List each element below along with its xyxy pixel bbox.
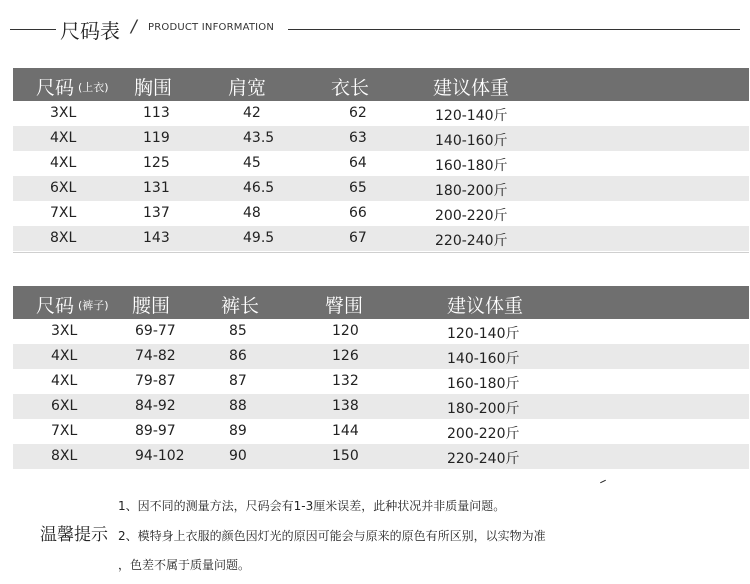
- cell-weight: 120-140斤: [447, 326, 520, 342]
- cell-weight: 140-160斤: [435, 133, 508, 149]
- cell-size: 6XL: [51, 398, 78, 414]
- tops-col-shoulder: 肩宽: [228, 77, 267, 99]
- tops-size-table: [13, 68, 749, 251]
- table-row: [13, 201, 749, 226]
- table-row: [13, 369, 749, 394]
- cell-weight: 160-180斤: [435, 158, 508, 174]
- cell-length: 64: [349, 155, 367, 171]
- table-row: [13, 419, 749, 444]
- cell-length: 85: [229, 323, 247, 339]
- table-row: [13, 226, 749, 251]
- cell-weight: 220-240斤: [435, 233, 508, 249]
- cell-chest: 143: [143, 230, 170, 246]
- pants-col-weight: 建议体重: [447, 295, 524, 317]
- cell-weight: 220-240斤: [447, 451, 520, 467]
- stray-mark: [600, 480, 606, 483]
- table-row: [13, 394, 749, 419]
- table-row: [13, 444, 749, 469]
- cell-size: 4XL: [51, 373, 78, 389]
- cell-size: 7XL: [51, 423, 78, 439]
- table-row: [13, 319, 749, 344]
- page-title: 尺码表: [60, 19, 120, 43]
- cell-chest: 119: [143, 130, 170, 146]
- tops-col-weight: 建议体重: [433, 77, 510, 99]
- cell-chest: 125: [143, 155, 170, 171]
- pants-col-length: 裤长: [221, 295, 260, 317]
- cell-chest: 113: [143, 105, 170, 121]
- cell-hip: 132: [332, 373, 359, 389]
- cell-size: 4XL: [50, 130, 77, 146]
- cell-length: 87: [229, 373, 247, 389]
- pants-table-header: [13, 286, 749, 319]
- cell-size: 4XL: [51, 348, 78, 364]
- cell-shoulder: 43.5: [243, 130, 275, 146]
- note-line-2: 2、模特身上衣服的颜色因灯光的原因可能会与原来的原色有所区别，以实物为准: [118, 529, 546, 543]
- cell-length: 66: [349, 205, 367, 221]
- cell-weight: 140-160斤: [447, 351, 520, 367]
- pants-size-table: [13, 286, 749, 469]
- cell-length: 90: [229, 448, 247, 464]
- cell-waist: 69-77: [135, 323, 176, 339]
- tops-table-header: [13, 68, 749, 101]
- cell-size: 4XL: [50, 155, 77, 171]
- header-rule-left: [10, 29, 56, 30]
- table-row: [13, 344, 749, 369]
- cell-length: 65: [349, 180, 367, 196]
- tops-col-size-note: (上衣): [78, 81, 109, 94]
- cell-waist: 94-102: [135, 448, 185, 464]
- cell-hip: 120: [332, 323, 359, 339]
- pants-col-size-note: (裤子): [78, 299, 109, 312]
- notes-label: 温馨提示: [40, 525, 108, 545]
- pants-col-size: 尺码: [36, 295, 75, 317]
- cell-weight: 180-200斤: [435, 183, 508, 199]
- pants-col-waist: 腰围: [132, 295, 171, 317]
- cell-size: 6XL: [50, 180, 77, 196]
- cell-chest: 137: [143, 205, 170, 221]
- cell-waist: 89-97: [135, 423, 176, 439]
- cell-shoulder: 46.5: [243, 180, 275, 196]
- table-row: [13, 126, 749, 151]
- cell-waist: 79-87: [135, 373, 176, 389]
- table-row: [13, 176, 749, 201]
- cell-weight: 120-140斤: [435, 108, 508, 124]
- note-line-3: ，色差不属于质量问题。: [118, 558, 251, 572]
- page-subtitle: PRODUCT INFORMATION: [148, 22, 275, 33]
- header-rule-right: [288, 29, 740, 30]
- cell-shoulder: 45: [243, 155, 261, 171]
- cell-weight: 160-180斤: [447, 376, 520, 392]
- cell-size: 3XL: [50, 105, 77, 121]
- cell-length: 67: [349, 230, 367, 246]
- cell-weight: 200-220斤: [435, 208, 508, 224]
- note-line-1: 1、因不同的测量方法，尺码会有1-3厘米误差，此种状况并非质量问题。: [118, 499, 506, 513]
- cell-hip: 138: [332, 398, 359, 414]
- cell-weight: 200-220斤: [447, 426, 520, 442]
- cell-chest: 131: [143, 180, 170, 196]
- tops-table-bottom-rule: [13, 252, 749, 253]
- cell-waist: 84-92: [135, 398, 176, 414]
- tops-col-size: 尺码: [36, 77, 75, 99]
- tops-col-length: 衣长: [331, 77, 370, 99]
- cell-length: 86: [229, 348, 247, 364]
- tops-col-chest: 胸围: [134, 77, 173, 99]
- cell-size: 7XL: [50, 205, 77, 221]
- cell-size: 3XL: [51, 323, 78, 339]
- header-slash: /: [131, 17, 137, 37]
- cell-length: 63: [349, 130, 367, 146]
- cell-shoulder: 48: [243, 205, 261, 221]
- cell-hip: 144: [332, 423, 359, 439]
- table-row: [13, 151, 749, 176]
- cell-length: 88: [229, 398, 247, 414]
- cell-size: 8XL: [50, 230, 77, 246]
- cell-length: 89: [229, 423, 247, 439]
- cell-shoulder: 49.5: [243, 230, 275, 246]
- cell-length: 62: [349, 105, 367, 121]
- cell-waist: 74-82: [135, 348, 176, 364]
- pants-col-hip: 臀围: [325, 295, 364, 317]
- cell-size: 8XL: [51, 448, 78, 464]
- cell-hip: 150: [332, 448, 359, 464]
- table-row: [13, 101, 749, 126]
- cell-hip: 126: [332, 348, 359, 364]
- cell-weight: 180-200斤: [447, 401, 520, 417]
- cell-shoulder: 42: [243, 105, 261, 121]
